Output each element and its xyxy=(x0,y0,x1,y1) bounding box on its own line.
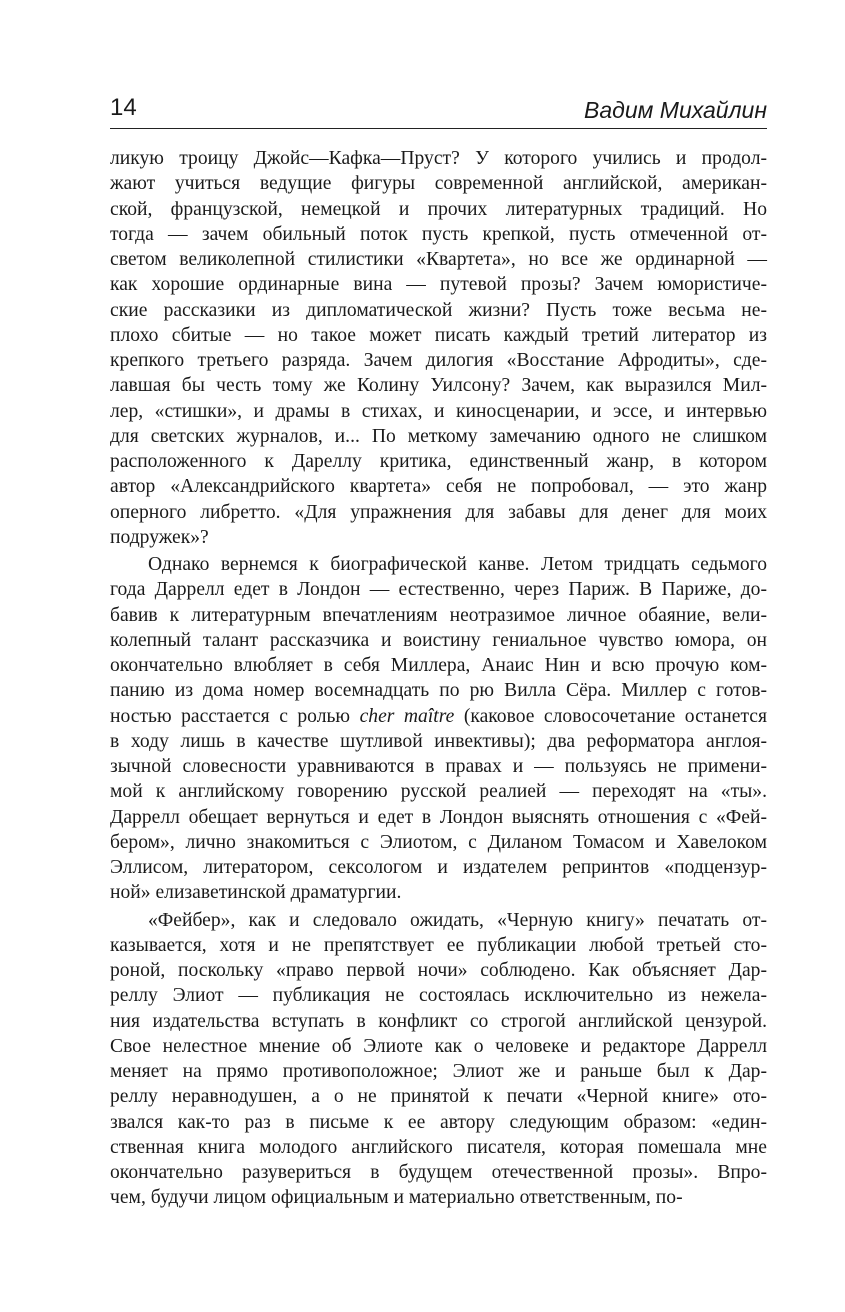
text-line: ностью расстается с ролью cher maître (каковое словосочетание останется xyxy=(110,705,767,727)
text-line: Даррелл обещает вернуться и едет в Лондон выяснять отношения с «Фей- xyxy=(110,806,767,828)
paragraph xyxy=(110,146,767,550)
text-line: чем, будучи лицом официальным и материально ответственным, по- xyxy=(110,1187,683,1209)
text-line: панию из дома номер восемнадцать по рю Вилла Сёра. Миллер с готов- xyxy=(110,680,767,702)
text-line: реллу Элиот — публикация не состоялась исключительно из нежела- xyxy=(110,985,767,1007)
text-line: автор «Александрийского квартета» себя не попробовал, — это жанр xyxy=(110,476,767,498)
text-line: для светских журналов, и... По меткому замечанию одного не слишком xyxy=(110,425,767,447)
text-line: ной» елизаветинской драматургии. xyxy=(110,882,402,904)
text-line: реллу неравнодушен, а о не принятой к печати «Черной книге» ото- xyxy=(110,1086,767,1108)
text-line: Однако вернемся к биографической канве. Летом тридцать седьмого xyxy=(148,554,767,575)
text-line: оперного либретто. «Для упражнения для забавы для денег для моих xyxy=(110,501,767,523)
text-line: года Даррелл едет в Лондон — естественно, через Париж. В Париже, до- xyxy=(110,579,767,601)
text-line: меняет на прямо противоположное; Элиот же и раньше был к Дар- xyxy=(110,1061,767,1082)
text-line: светом великолепной стилистики «Квартета», но все же ординарной — xyxy=(110,249,767,270)
text-line: ния издательства вступать в конфликт со строгой английской цензурой. xyxy=(110,1010,767,1032)
text-line: Эллисом, литератором, сексологом и издателем репринтов «подцензур- xyxy=(110,857,767,878)
text-line: как хорошие ординарные вина — путевой прозы? Зачем юмористиче- xyxy=(110,274,767,296)
text-line: звался как-то раз в письме к ее автору следующим образом: «един- xyxy=(110,1111,767,1133)
text-line: крепкого третьего разряда. Зачем дилогия «Восстание Афродиты», сде- xyxy=(110,350,767,371)
text-line: окончательно разувериться в будущем отечественной прозы». Впро- xyxy=(110,1162,767,1183)
text-line: ские рассказики из дипломатической жизни? Пусть тоже весьма не- xyxy=(110,299,767,321)
text-line: жают учиться ведущие фигуры современной английской, американ- xyxy=(110,173,767,195)
text-line: роной, поскольку «право первой ночи» соблюдено. Как объясняет Дар- xyxy=(110,960,767,981)
text-line: ской, французской, немецкой и прочих литературных традиций. Но xyxy=(110,198,767,220)
text-line: казывается, хотя и не препятствует ее публикации любой третьей сто- xyxy=(110,934,767,956)
text-line: «Фейбер», как и следовало ожидать, «Черную книгу» печатать от- xyxy=(148,909,767,931)
text-line: окончательно влюбляет в себя Миллера, Анаис Нин и всю прочую ком- xyxy=(110,655,767,676)
text-line: в ходу лишь в качестве шутливой инвективы); два реформатора англоя- xyxy=(110,730,767,752)
text-line: Свое нелестное мнение об Элиоте как о человеке и редакторе Даррелл xyxy=(110,1035,767,1057)
paragraph xyxy=(110,908,767,1211)
text-line: ственная книга молодого английского писателя, которая помешала мне xyxy=(110,1136,767,1158)
italic-phrase: cher maître xyxy=(359,705,455,727)
text-line: зычной словесности уравниваются в правах и — пользуясь не примени- xyxy=(110,756,767,777)
page-number: 14 xyxy=(110,94,137,121)
text-line: мой к английскому говорению русской реалией — переходят на «ты». xyxy=(110,781,767,803)
text-line: бавив к литературным впечатлениям неотразимое личное обаяние, вели- xyxy=(110,604,767,626)
text-line: лавшая бы честь тому же Колину Уилсону? Зачем, как выразился Мил- xyxy=(110,375,767,397)
text-line: подружек»? xyxy=(110,526,209,548)
text-line: расположенного к Дареллу критика, единственный жанр, в котором xyxy=(110,451,767,472)
text-line: ликую троицу Джойс—Кафка—Пруст? У которого учились и продол- xyxy=(110,148,767,169)
page-header xyxy=(110,92,767,129)
text-line: тогда — зачем обильный поток пусть крепкой, пусть отмеченной от- xyxy=(110,223,767,245)
body-text xyxy=(110,146,767,1211)
text-line: колепный талант рассказчика и воистину гениальное чувство юмора, он xyxy=(110,629,767,651)
text-line: плохо сбитые — но такое может писать каждый третий литератор из xyxy=(110,324,767,346)
text-line: бером», лично знакомиться с Элиотом, с Диланом Томасом и Хавелоком xyxy=(110,831,767,853)
paragraph xyxy=(110,552,767,906)
running-title: Вадим Михайлин xyxy=(584,97,767,123)
text-line: лер, «стишки», и драмы в стихах, и киносценарии, и эссе, и интервью xyxy=(110,400,767,422)
